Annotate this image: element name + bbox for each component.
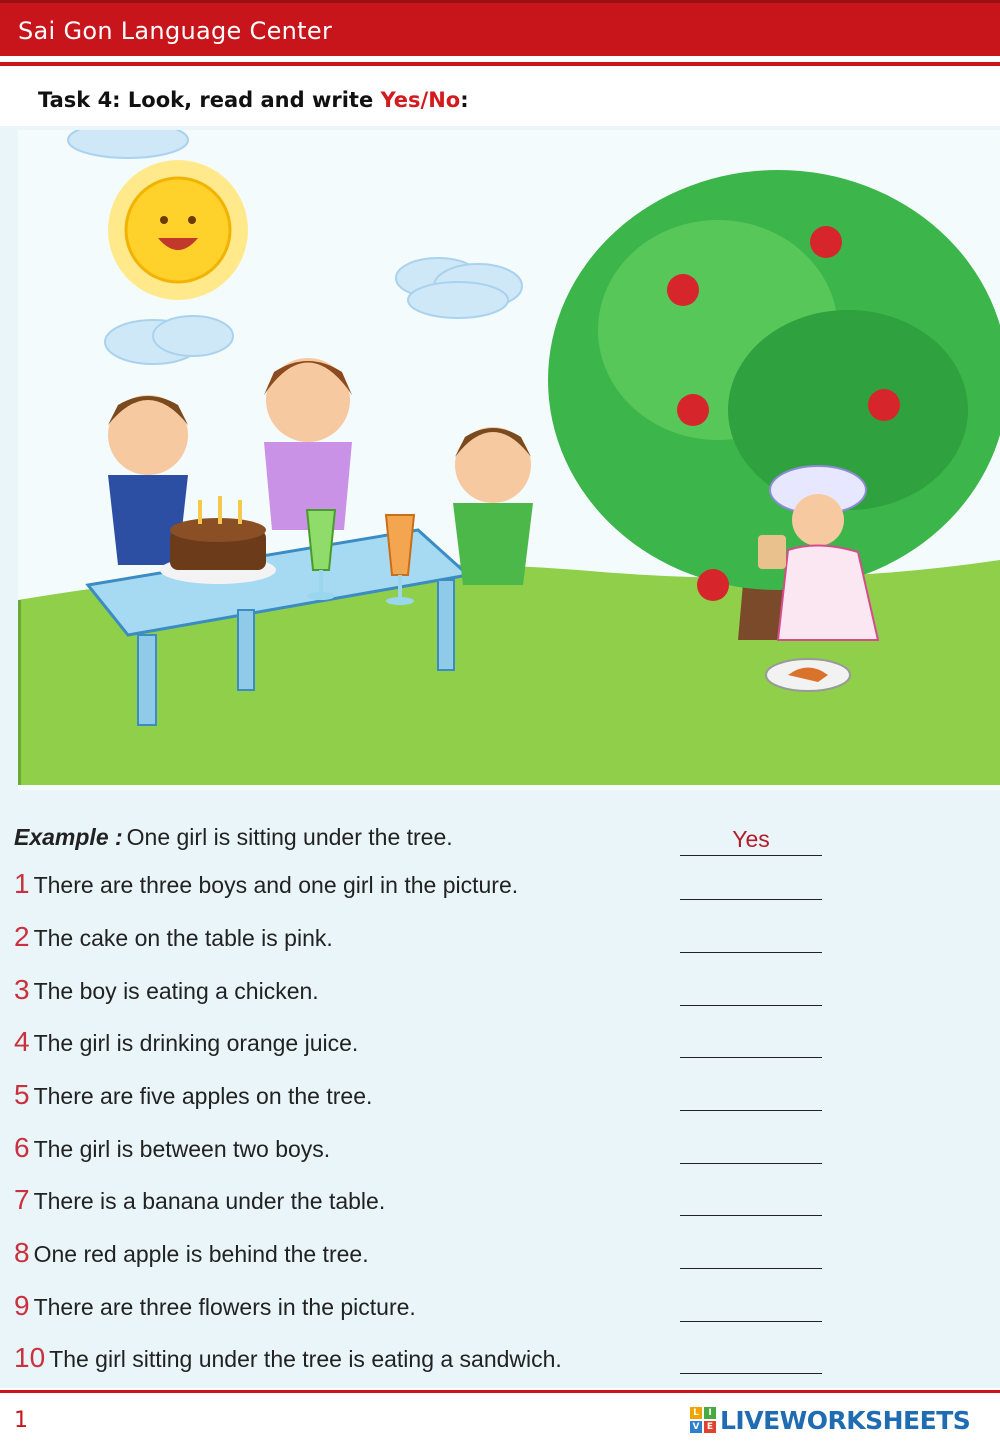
answer-input-10[interactable]: [680, 1342, 822, 1374]
task-title-text: Task 4: Look, read and write: [38, 88, 381, 112]
example-label: Example :: [14, 824, 123, 850]
header-divider: [0, 62, 1000, 66]
header-bar: [0, 0, 1000, 56]
question-number: 1: [14, 868, 30, 899]
question-number: 2: [14, 921, 30, 952]
answer-input-5[interactable]: [680, 1079, 822, 1111]
question-text: There are three boys and one girl in the picture.: [33, 872, 519, 898]
footer-divider: [0, 1390, 1000, 1393]
question-row-2: [14, 921, 834, 961]
question-row-9: [14, 1290, 834, 1330]
question-row-7: [14, 1184, 834, 1224]
answer-input-9[interactable]: [680, 1290, 822, 1322]
question-row-6: [14, 1132, 834, 1172]
question-number: 10: [14, 1342, 46, 1373]
girl-icon: [264, 358, 352, 530]
question-row-8: [14, 1237, 834, 1277]
question-text: The girl sitting under the tree is eating a sandwich.: [49, 1346, 562, 1372]
question-row-1: [14, 868, 834, 908]
example-answer: Yes: [680, 824, 822, 856]
task-title-suffix: :: [460, 88, 469, 112]
answer-input-6[interactable]: [680, 1132, 822, 1164]
answer-input-7[interactable]: [680, 1184, 822, 1216]
liveworksheets-logo[interactable]: [690, 1404, 970, 1436]
question-text: There are three flowers in the picture.: [33, 1294, 416, 1320]
task-title-highlight: Yes/No: [380, 88, 461, 112]
question-text: The boy is eating a chicken.: [33, 978, 319, 1004]
question-text: The cake on the table is pink.: [33, 925, 333, 951]
sandwich-icon: [758, 535, 786, 569]
sun-icon: [108, 160, 248, 300]
question-row-4: [14, 1026, 834, 1066]
answer-input-1[interactable]: [680, 868, 822, 900]
question-number: 5: [14, 1079, 30, 1110]
question-text: There is a banana under the table.: [33, 1188, 386, 1214]
boy-icon: [453, 427, 533, 585]
question-number: 6: [14, 1132, 30, 1163]
question-text: One red apple is behind the tree.: [33, 1241, 369, 1267]
question-text: There are five apples on the tree.: [33, 1083, 373, 1109]
header-title: Sai Gon Language Center: [18, 17, 333, 45]
answer-input-2[interactable]: [680, 921, 822, 953]
page-number: 1: [14, 1408, 28, 1433]
question-text: The girl is between two boys.: [33, 1136, 331, 1162]
example-row: [14, 824, 834, 864]
question-number: 3: [14, 974, 30, 1005]
question-number: 4: [14, 1026, 30, 1057]
question-row-5: [14, 1079, 834, 1119]
question-number: 9: [14, 1290, 30, 1321]
question-number: 8: [14, 1237, 30, 1268]
question-row-3: [14, 974, 834, 1014]
answer-input-8[interactable]: [680, 1237, 822, 1269]
picture-scene: [18, 130, 1000, 790]
answer-input-4[interactable]: [680, 1026, 822, 1058]
question-row-10: [14, 1342, 834, 1382]
question-number: 7: [14, 1184, 30, 1215]
answer-input-3[interactable]: [680, 974, 822, 1006]
question-text: The girl is drinking orange juice.: [33, 1030, 359, 1056]
liveworksheets-wordmark: LIVEWORKSHEETS: [720, 1405, 971, 1435]
liveworksheets-logo-icon: L I V E: [690, 1407, 716, 1433]
task-title: [38, 88, 469, 112]
example-text: One girl is sitting under the tree.: [126, 824, 453, 850]
